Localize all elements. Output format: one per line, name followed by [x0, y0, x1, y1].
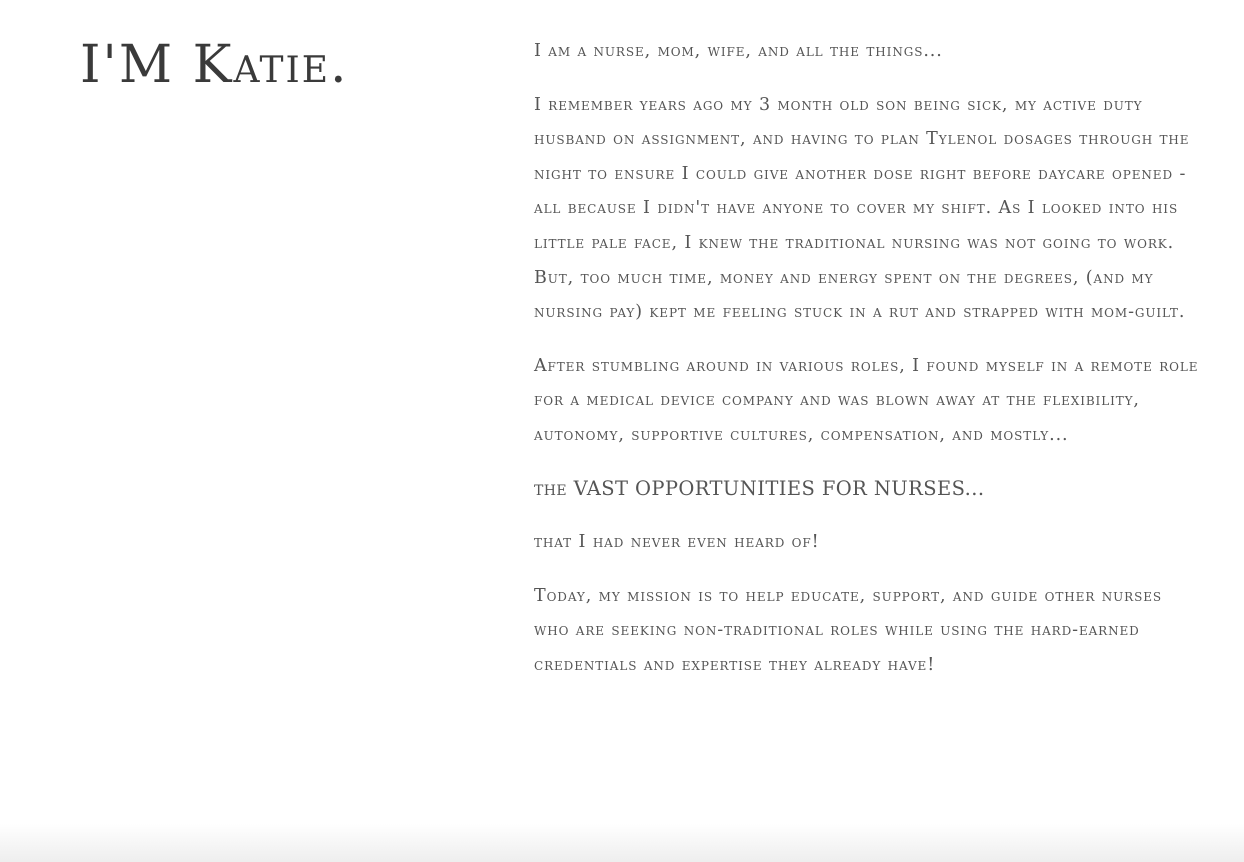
bio-paragraph-story: I remember years ago my 3 month old son being sick, my active duty husband on assignment, and having to plan Tylenol dosages through the night to ensure I could give another dose right before daycare opened - all because I didn't have anyone to cover my shift. As I looked into his little pale face, I knew the traditional nursing was not going to work. But, too much time, money and energy spent on the degrees, (and my nursing pay) kept me feeling stuck in a rut and strapped with mom-guilt. — [534, 94, 1190, 323]
bio-paragraph-mission: Today, my mission is to help educate, support, and guide other nurses who are seeking non-traditional roles while using the hard-earned credentials and expertise they already have! — [534, 585, 1162, 675]
bio-paragraph-intro: I am a nurse, mom, wife, and all the things... — [534, 41, 943, 61]
bio-paragraph-remote-role: After stumbling around in various roles, I found myself in a remote role for a medical device company and was blown away at the flexibility, autonomy, supportive cultures, compensation, and mostly... — [534, 355, 1199, 445]
bottom-fade-overlay — [0, 824, 1244, 862]
page-title: I'M Katie. — [80, 35, 349, 95]
bio-paragraph-never-heard: that I had never even heard of! — [534, 532, 820, 553]
bio-text — [534, 34, 1199, 702]
bio-paragraph-opportunities: the VAST OPPORTUNITIES FOR NURSES... — [534, 476, 985, 500]
